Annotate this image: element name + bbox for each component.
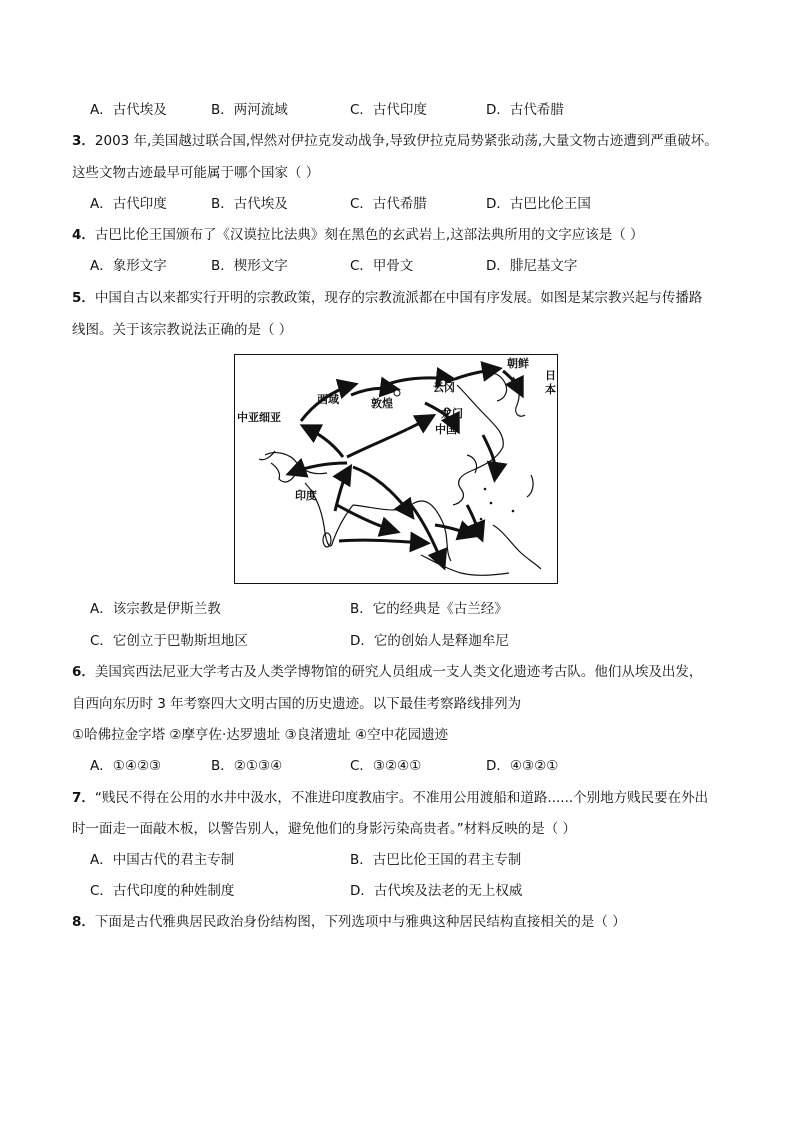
q7-option-c: C．古代印度的种姓制度 — [90, 883, 235, 899]
dot-2 — [490, 502, 493, 505]
q3-text-line1: 2003 年,美国越过联合国,悍然对伊拉克发动战争,导致伊拉克局势紧张动荡,大量文物古迹遭到严重破坏。 — [94, 133, 718, 149]
q6-text-line1: 美国宾西法尼亚大学考古及人类学博物馆的研究人员组成一支人类文化遗迹考古队。他们从埃及出发， — [94, 664, 703, 680]
route-southeast-islands — [435, 525, 473, 535]
label-yindu: 印度 — [295, 489, 317, 502]
label-longmen: 龙门 — [441, 407, 463, 420]
coast-china-east — [457, 385, 503, 471]
route-india-to-china — [347, 417, 431, 457]
q2-option-c: C．古代印度 — [350, 102, 427, 118]
q6-stem-line2: 自西向东历时 3 年考察四大文明古国的历史遗迹。以下最佳考察路线排列为 — [72, 696, 522, 712]
marker-dunhuang — [394, 390, 400, 396]
route-india-to-central-asia — [305, 427, 343, 457]
q5-text-line1: 中国自古以来都实行开明的宗教政策，现存的宗教流派都在中国有序发展。如图是某宗教兴起与传播路 — [94, 290, 703, 306]
q6-option-d: D．④③②① — [486, 758, 559, 774]
label-yungang: 云冈 — [433, 381, 455, 394]
label-riben-1: 日 — [545, 369, 556, 382]
route-china-coast-south — [483, 435, 495, 477]
q8-text-line1: 下面是古代雅典居民政治身份结构图，下列选项中与雅典这种居民结构直接相关的是（ ） — [94, 914, 626, 930]
q3-stem-line1 — [72, 132, 718, 150]
q6-stem-line1 — [72, 663, 702, 681]
label-xiyu: 西域 — [317, 393, 339, 406]
q5-stem-line2: 线图。关于该宗教说法正确的是（ ） — [72, 322, 293, 338]
coast-indonesia — [421, 555, 509, 575]
q8-number: 8． — [72, 914, 95, 930]
route-india-east-coast — [337, 505, 395, 531]
q3-option-c: C．古代希腊 — [350, 196, 427, 212]
route-ceylon-to-southeast — [339, 540, 425, 543]
label-chaoxian: 朝鲜 — [507, 357, 529, 370]
q5-option-b: B．它的经典是《古兰经》 — [350, 601, 508, 617]
q2-option-d: D．古代希腊 — [486, 102, 564, 118]
route-south-india-north — [335, 469, 349, 511]
route-india-to-southeast — [353, 467, 411, 515]
q6-option-b: B．②①③④ — [211, 758, 283, 774]
q6-option-a: A．①④②③ — [90, 758, 162, 774]
map-drawing — [235, 355, 557, 583]
q6-option-c: C．③②④① — [350, 758, 422, 774]
q7-text-line1: “贱民不得在公用的水井中汲水，不准进印度教庙宇。不准用公用渡船和道路......个别地方贱民要在外出 — [94, 790, 709, 806]
coast-china-south — [453, 471, 471, 505]
q7-option-a: A．中国古代的君主专制 — [90, 852, 235, 868]
q3-option-a: A．古代印度 — [90, 196, 167, 212]
dot-4 — [512, 510, 515, 513]
q8-stem-line1 — [72, 913, 626, 931]
q2-option-a: A．古代埃及 — [90, 102, 167, 118]
q7-stem-line1 — [72, 789, 708, 807]
q4-option-b: B．楔形文字 — [211, 258, 288, 274]
island-philippines — [527, 475, 533, 497]
label-riben-2: 本 — [545, 383, 556, 396]
q5-number: 5． — [72, 290, 95, 306]
q4-option-c: C．甲骨文 — [350, 258, 414, 274]
q7-number: 7． — [72, 790, 95, 806]
q7-stem-line2: 时一面走一面敲木板，以警告别人，避免他们的身影污染高贵者。”材料反映的是（ ） — [72, 821, 577, 837]
route-yungang-to-korea — [455, 369, 497, 379]
q5-stem-line1 — [72, 289, 702, 307]
q4-number: 4． — [72, 227, 95, 243]
route-korea-to-japan — [503, 371, 521, 393]
dot-1 — [484, 488, 487, 491]
q3-number: 3． — [72, 133, 95, 149]
label-zhongguo: 中国 — [435, 423, 457, 436]
q6-number: 6． — [72, 664, 95, 680]
q7-option-d: D．古代埃及法老的无上权威 — [350, 883, 523, 899]
label-dunhuang: 敦煌 — [371, 397, 393, 410]
q3-option-d: D．古巴比伦王国 — [486, 196, 591, 212]
coast-korea — [485, 372, 507, 401]
q4-stem-line1 — [72, 226, 644, 244]
q4-option-a: A．象形文字 — [90, 258, 167, 274]
religion-spread-map — [234, 354, 558, 584]
q3-option-b: B．古代埃及 — [211, 196, 288, 212]
route-india-west — [291, 463, 347, 473]
route-xiyu-to-dunhuang — [351, 388, 395, 395]
q2-option-b: B．两河流域 — [211, 102, 288, 118]
map-dots — [480, 488, 515, 521]
dot-3 — [480, 518, 483, 521]
q7-option-b: B．古巴比伦王国的君主专制 — [350, 852, 522, 868]
q6-stem-line3: ①哈佛拉金字塔 ②摩亨佐·达罗遗址 ③良渚遗址 ④空中花园遗迹 — [72, 727, 449, 743]
q4-option-d: D．腓尼基文字 — [486, 258, 578, 274]
q4-text-line1: 古巴比伦王国颁布了《汉谟拉比法典》刻在黑色的玄武岩上,这部法典所用的文字应该是（ ） — [94, 227, 644, 243]
coast-islands — [493, 525, 541, 569]
q5-option-c: C．它创立于巴勒斯坦地区 — [90, 633, 248, 649]
coastline-outlines — [259, 372, 541, 575]
q5-option-a: A．该宗教是伊斯兰教 — [90, 601, 221, 617]
label-zhongyaxiya: 中亚细亚 — [237, 411, 281, 424]
q3-stem-line2: 这些文物古迹最早可能属于哪个国家（ ） — [72, 165, 320, 181]
q5-option-d: D．它的创始人是释迦牟尼 — [350, 633, 509, 649]
